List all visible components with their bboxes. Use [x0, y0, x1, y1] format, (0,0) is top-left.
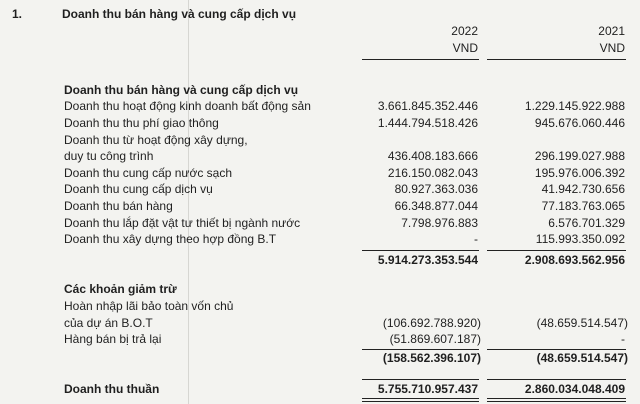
value-2021: 1.229.145.922.988 — [524, 99, 625, 113]
value-2022: 216.150.082.043 — [387, 166, 478, 180]
value-2021: 77.183.763.065 — [541, 199, 625, 213]
value-2021: 195.976.006.392 — [534, 166, 625, 180]
row-label: Doanh thu thu phí giao thông — [64, 116, 219, 130]
total-2022: 5.914.273.353.544 — [377, 253, 478, 267]
subtotal-rule — [362, 250, 479, 251]
net-rule — [362, 379, 479, 380]
row-label-continued: duy tu công trình — [64, 149, 154, 163]
value-2021: (48.659.514.547) — [536, 316, 628, 330]
net-2022: 5.755.710.957.437 — [377, 382, 478, 396]
value-2022: (51.869.607.187) — [389, 332, 481, 346]
row-label: Doanh thu hoạt động kinh doanh bất động sản — [64, 99, 311, 113]
column-year-2022: 2022 — [451, 24, 478, 38]
value-2021: 41.942.730.656 — [541, 182, 625, 196]
revenue-heading: Doanh thu bán hàng và cung cấp dịch vụ — [64, 83, 299, 97]
row-label: Doanh thu xây dựng theo hợp đồng B.T — [64, 232, 277, 246]
double-underline — [362, 398, 479, 399]
value-2022: 7.798.976.883 — [401, 216, 478, 230]
column-unit-2022: VND — [452, 41, 478, 55]
row-label: Doanh thu lắp đặt vật tư thiết bị ngành nước — [64, 216, 301, 230]
total-2021: (48.659.514.547) — [536, 351, 628, 365]
row-label: Doanh thu bán hàng — [64, 199, 173, 213]
value-2021: - — [621, 332, 625, 346]
double-underline — [487, 398, 626, 399]
row-label: Hàng bán bị trả lại — [64, 332, 162, 346]
value-2021: 296.199.027.988 — [534, 149, 625, 163]
value-2022: - — [474, 232, 478, 246]
total-2021: 2.908.693.562.956 — [524, 253, 625, 267]
total-2022: (158.562.396.107) — [382, 351, 481, 365]
row-label: Hoàn nhập lãi bảo toàn vốn chủ — [64, 299, 234, 313]
value-2021: 6.576.701.329 — [548, 216, 625, 230]
net-label: Doanh thu thuần — [64, 382, 160, 396]
header-rule — [487, 59, 626, 60]
row-label-continued: của dự án B.O.T — [64, 316, 153, 330]
deductions-heading: Các khoản giảm trừ — [64, 282, 177, 296]
header-rule — [362, 59, 479, 60]
value-2021: 945.676.060.446 — [534, 116, 625, 130]
subtotal-rule — [487, 250, 626, 251]
value-2022: 1.444.794.518.426 — [377, 116, 478, 130]
section-number: 1. — [12, 7, 23, 21]
value-2022: 80.927.363.036 — [394, 182, 478, 196]
value-2022: 3.661.845.352.446 — [377, 99, 478, 113]
column-year-2021: 2021 — [598, 24, 625, 38]
row-label: Doanh thu từ hoạt động xây dựng, — [64, 133, 248, 147]
net-rule — [487, 379, 626, 380]
row-label: Doanh thu cung cấp nước sạch — [64, 166, 233, 180]
value-2021: 115.993.350.092 — [535, 232, 625, 246]
double-underline — [487, 401, 626, 402]
section-title: Doanh thu bán hàng và cung cấp dịch vụ — [62, 7, 297, 21]
column-unit-2021: VND — [599, 41, 625, 55]
double-underline — [362, 401, 479, 402]
scan-artifact-line — [188, 0, 189, 404]
value-2022: 436.408.183.666 — [387, 149, 478, 163]
net-2021: 2.860.034.048.409 — [524, 382, 625, 396]
value-2022: (106.692.788.920) — [382, 316, 481, 330]
value-2022: 66.348.877.044 — [394, 199, 478, 213]
row-label: Doanh thu cung cấp dịch vụ — [64, 182, 213, 196]
